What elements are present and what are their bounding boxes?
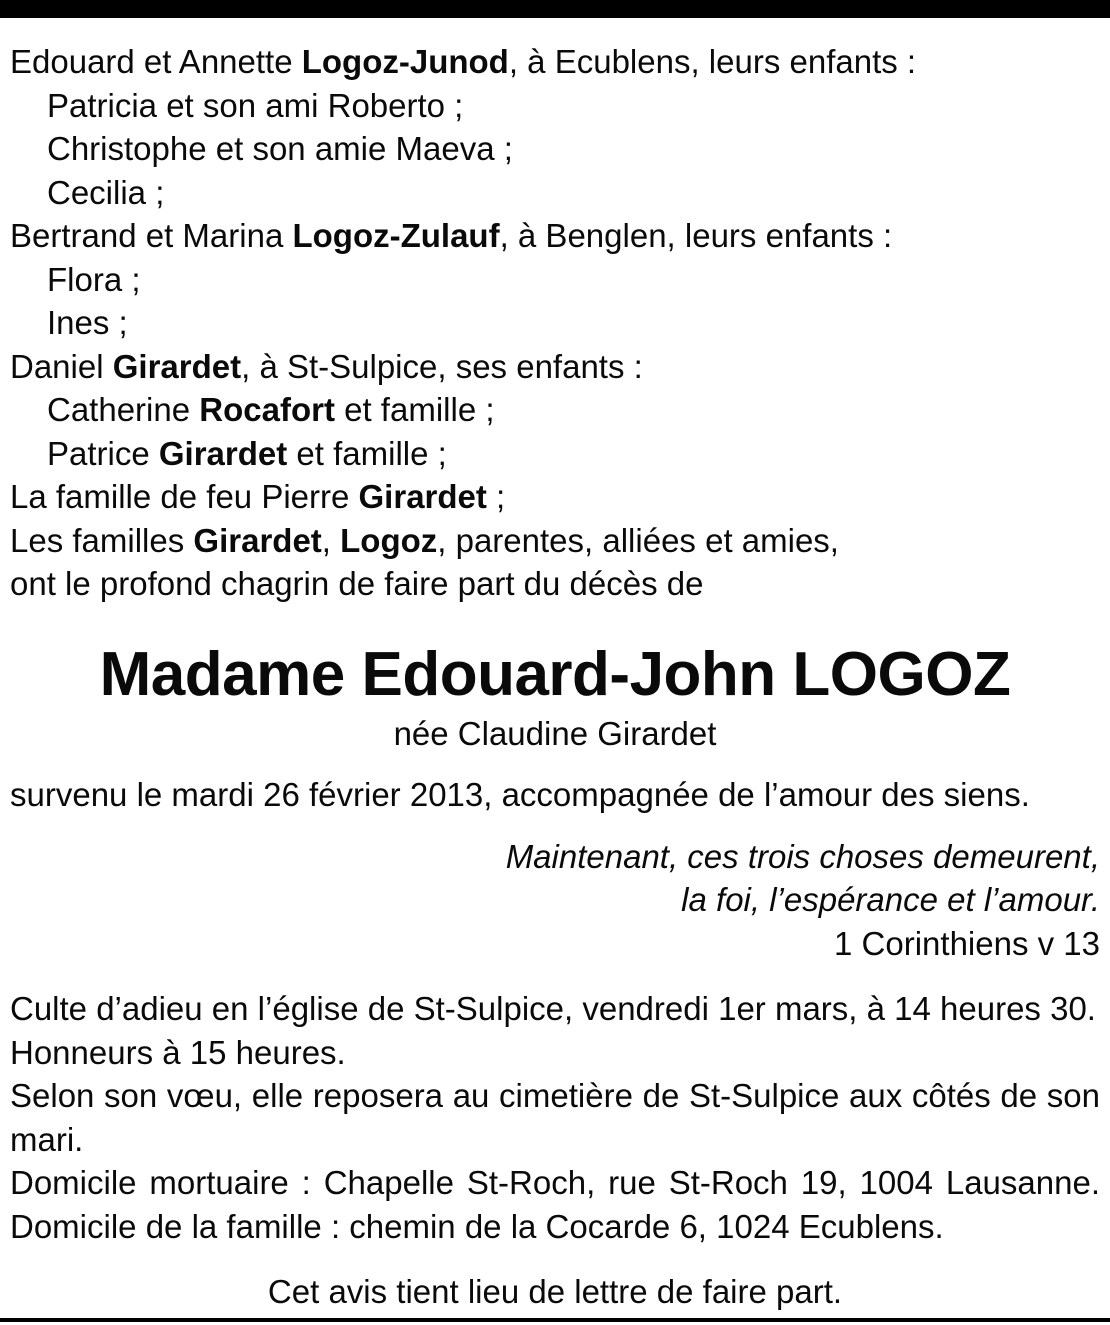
family-text: et famille ; <box>287 434 447 472</box>
announcement-line: ont le profond chagrin de faire part du décès de <box>10 565 704 602</box>
bottom-rule <box>0 1318 1110 1322</box>
family-text: Les familles <box>10 521 194 559</box>
deceased-name: Madame Edouard-John LOGOZ <box>99 639 1011 709</box>
child-line: Flora ; <box>47 260 141 298</box>
burial-wish: Selon son vœu, elle reposera au cimetière de St-Sulpice aux côtés de son mari. <box>10 1077 1100 1158</box>
family-text: Patrice <box>47 434 159 472</box>
family-line-logoz-zulauf <box>10 214 1100 258</box>
child-line <box>10 432 1100 476</box>
family-text: Bertrand et Marina <box>10 217 293 254</box>
family-text: , parentes, alliées et amies, <box>437 521 839 559</box>
family-line-logoz-junod <box>10 40 1100 84</box>
spacer <box>10 755 1100 773</box>
child-line: Christophe et son amie Maeva ; <box>47 130 513 167</box>
quote-reference: 1 Corinthiens v 13 <box>834 924 1100 962</box>
family-text: La famille de feu Pierre <box>10 478 359 515</box>
family-address: Domicile de la famille : chemin de la Cocarde 6, 1024 Ecublens. <box>10 1207 944 1245</box>
family-text: , <box>321 521 341 559</box>
spacer <box>10 965 1100 987</box>
child-line <box>10 388 1100 432</box>
top-rule <box>0 0 1110 18</box>
child-line: Cecilia ; <box>47 173 165 211</box>
family-surname: Logoz-Zulauf <box>292 217 500 254</box>
maiden-name: née Claudine Girardet <box>393 714 717 752</box>
spacer <box>10 1248 1100 1270</box>
child-line: Patricia et son ami Roberto ; <box>47 86 464 124</box>
family-surname: Girardet <box>358 478 487 515</box>
ceremony-line: Culte d’adieu en l’église de St-Sulpice, vendredi 1er mars, à 14 heures 30. <box>10 990 1096 1027</box>
family-surname: Girardet <box>193 521 322 559</box>
family-line-feu-pierre <box>10 475 1100 519</box>
honours-line: Honneurs à 15 heures. <box>10 1033 346 1071</box>
quote-line: la foi, l’espérance et l’amour. <box>681 881 1100 918</box>
family-line-girardet <box>10 345 1100 389</box>
death-notice <box>10 40 1100 1314</box>
family-text: , à Ecublens, leurs enfants : <box>508 43 917 80</box>
quote-line: Maintenant, ces trois choses demeurent, <box>505 837 1100 875</box>
mortuary-address: Domicile mortuaire : Chapelle St-Roch, rue St-Roch 19, 1004 Lausanne. <box>10 1164 1100 1201</box>
family-text: et famille ; <box>334 391 495 428</box>
family-surname: Girardet <box>158 434 288 472</box>
family-surname: Logoz-Junod <box>301 43 509 80</box>
footer-note: Cet avis tient lieu de lettre de faire part. <box>267 1273 843 1310</box>
family-text: Catherine <box>47 391 200 428</box>
family-surname: Rocafort <box>199 391 335 428</box>
family-text: , à Benglen, leurs enfants : <box>499 217 893 254</box>
family-line-familles <box>10 519 1100 563</box>
family-text: , à St-Sulpice, ses enfants : <box>241 347 643 385</box>
family-text: Daniel <box>10 347 113 385</box>
family-surname: Logoz <box>340 521 438 559</box>
survenu-line: survenu le mardi 26 février 2013, accompagnée de l’amour des siens. <box>10 776 1030 813</box>
family-text: Edouard et Annette <box>10 43 302 80</box>
spacer <box>10 817 1100 835</box>
family-text: ; <box>486 478 506 515</box>
family-surname: Girardet <box>112 347 242 385</box>
child-line: Ines ; <box>47 304 128 341</box>
